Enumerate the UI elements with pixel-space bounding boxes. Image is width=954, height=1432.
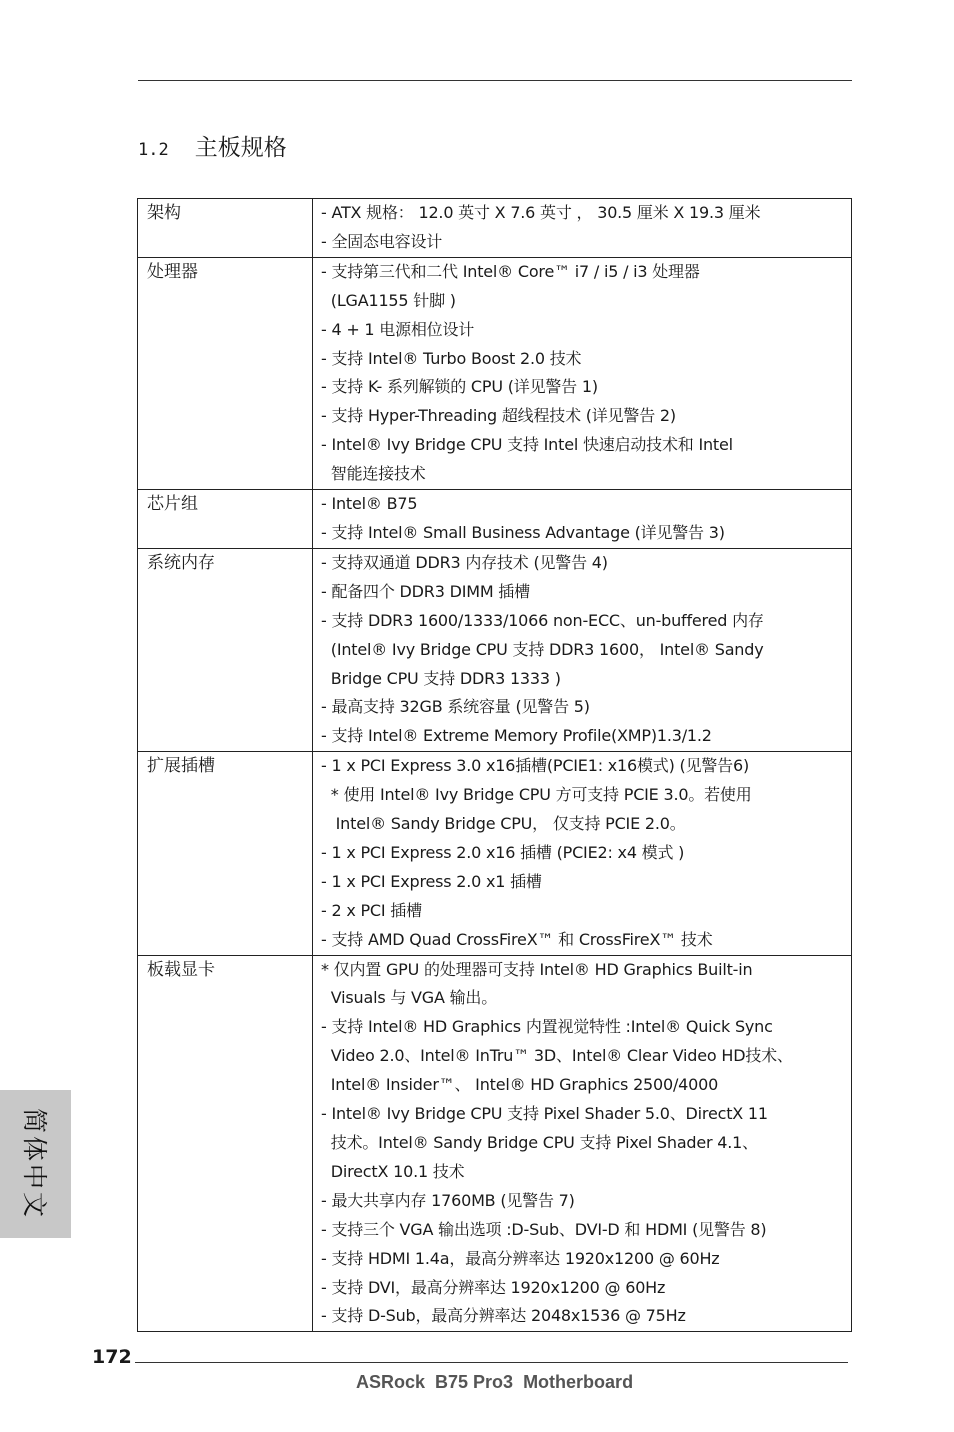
top-rule [138, 80, 852, 81]
spec-line: 智能连接技术 [321, 464, 426, 484]
spec-line: Intel® Sandy Bridge CPU， 仅支持 PCIE 2.0。 [321, 814, 686, 834]
bottom-rule [135, 1362, 848, 1363]
spec-line: - ATX 规格： 12.0 英寸 X 7.6 英寸 ， 30.5 厘米 X 19.3 厘米 [321, 203, 761, 222]
spec-line: - 支持 AMD Quad CrossFireX™ 和 CrossFireX™ 技术 [321, 929, 713, 949]
spec-table-body [138, 199, 852, 1332]
spec-line: - 全固态电容设计 [321, 231, 443, 251]
spec-line: (LGA1155 针脚 ) [321, 290, 456, 310]
page-number: 172 [92, 1346, 132, 1368]
spec-table [137, 198, 852, 1332]
spec-line: - 支持 HDMI 1.4a，最高分辨率达 1920x1200 @ 60Hz [321, 1248, 720, 1268]
spec-line: - 最大共享内存 1760MB (见警告 7) [321, 1190, 575, 1210]
spec-line: - 支持双通道 DDR3 内存技术 (见警告 4) [321, 552, 608, 572]
spec-label: 板载显卡 [138, 955, 313, 1332]
spec-line: - 最高支持 32GB 系统容量 (见警告 5) [321, 697, 590, 717]
spec-label: 架构 [138, 199, 313, 258]
spec-row [138, 199, 852, 258]
spec-line: - 1 x PCI Express 3.0 x16插槽(PCIE1: x16模式) (见警告6) [321, 756, 749, 776]
spec-row [138, 752, 852, 955]
footer-title: ASRock B75 Pro3 Motherboard [356, 1372, 634, 1392]
side-tab-label: 简体中文 [19, 1107, 49, 1221]
spec-content [313, 257, 852, 489]
spec-content [313, 199, 852, 258]
section-heading: 主板规格 [194, 135, 287, 161]
spec-line: - 支持 Intel® HD Graphics 内置视觉特性 :Intel® Quick Sync [321, 1017, 773, 1037]
spec-line: - 支持三个 VGA 输出选项 :D-Sub、DVI-D 和 HDMI (见警告 8) [321, 1219, 767, 1239]
spec-content [313, 955, 852, 1332]
spec-line: - 4 + 1 电源相位设计 [321, 319, 475, 339]
spec-line: - 支持 DVI，最高分辨率达 1920x1200 @ 60Hz [321, 1277, 666, 1297]
spec-content [313, 490, 852, 549]
spec-line: - 支持 Intel® Turbo Boost 2.0 技术 [321, 348, 582, 368]
spec-line: DirectX 10.1 技术 [321, 1161, 465, 1181]
spec-line: Bridge CPU 支持 DDR3 1333 ) [321, 668, 561, 688]
spec-line: - Intel® Ivy Bridge CPU 支持 Intel 快速启动技术和 Intel [321, 435, 733, 455]
spec-label: 处理器 [138, 257, 313, 489]
spec-line: - 支持 Intel® Small Business Advantage (详见警告 3) [321, 522, 725, 542]
spec-line: - 1 x PCI Express 2.0 x1 插槽 [321, 871, 542, 891]
section-title [138, 132, 287, 166]
spec-line: (Intel® Ivy Bridge CPU 支持 DDR3 1600， Intel® Sandy [321, 639, 764, 659]
language-side-tab [0, 1090, 71, 1238]
spec-content [313, 548, 852, 751]
spec-row [138, 548, 852, 751]
spec-line: Video 2.0、Intel® InTru™ 3D、Intel® Clear Video HD技术、 [321, 1046, 793, 1066]
spec-line: - 支持 Intel® Extreme Memory Profile(XMP)1.3/1.2 [321, 726, 712, 746]
spec-label: 系统内存 [138, 548, 313, 751]
spec-line: - 支持第三代和二代 Intel® Core™ i7 / i5 / i3 处理器 [321, 261, 700, 281]
spec-content [313, 752, 852, 955]
spec-line: * 仅内置 GPU 的处理器可支持 Intel® HD Graphics Built-in [321, 959, 753, 979]
spec-line: - 支持 Hyper-Threading 超线程技术 (详见警告 2) [321, 406, 676, 426]
spec-line: 技术。Intel® Sandy Bridge CPU 支持 Pixel Shader 4.1、 [321, 1133, 758, 1152]
spec-line: - 支持 D-Sub，最高分辨率达 2048x1536 @ 75Hz [321, 1306, 686, 1326]
spec-row [138, 257, 852, 489]
spec-line: - Intel® B75 [321, 494, 418, 514]
spec-line: - Intel® Ivy Bridge CPU 支持 Pixel Shader 5.0、DirectX 11 [321, 1104, 768, 1124]
section-number: 1.2 [138, 140, 169, 160]
spec-label: 扩展插槽 [138, 752, 313, 955]
spec-row [138, 490, 852, 549]
spec-line: - 2 x PCI 插槽 [321, 900, 422, 920]
spec-line: - 支持 K- 系列解锁的 CPU (详见警告 1) [321, 377, 598, 397]
spec-line: Visuals 与 VGA 输出。 [321, 988, 498, 1008]
spec-line: - 1 x PCI Express 2.0 x16 插槽 (PCIE2: x4 模式 ) [321, 842, 685, 862]
spec-row [138, 955, 852, 1332]
spec-line: * 使用 Intel® Ivy Bridge CPU 方可支持 PCIE 3.0。若使用 [321, 785, 752, 805]
spec-line: - 配备四个 DDR3 DIMM 插槽 [321, 581, 530, 601]
spec-line: - 支持 DDR3 1600/1333/1066 non-ECC、un-buffered 内存 [321, 610, 764, 630]
spec-line: Intel® Insider™、 Intel® HD Graphics 2500/4000 [321, 1075, 719, 1095]
spec-label: 芯片组 [138, 490, 313, 549]
